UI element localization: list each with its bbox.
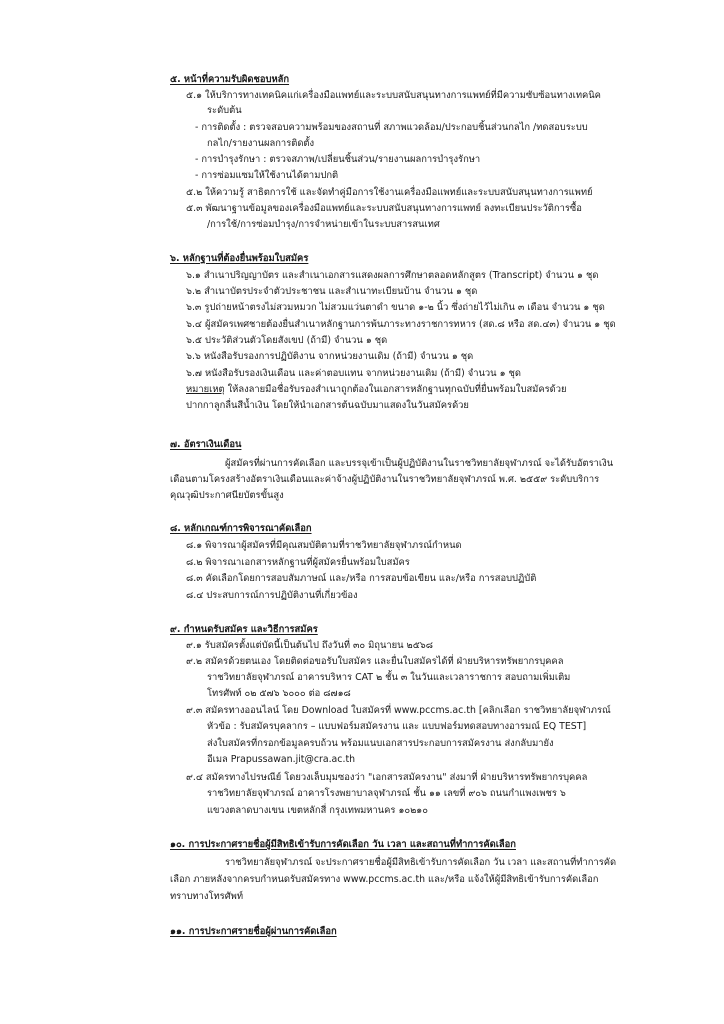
section-6-line: ๖.๖ หนังสือรับรองการปฏิบัติงาน จากหน่วยงานเดิม (ถ้ามี) จำนวน ๑ ชุด (186, 351, 474, 362)
section-9-email-line: อีเมล Prapussawan.jit@cra.ac.th (207, 754, 356, 765)
section-6-title: ๖. หลักฐานที่ต้องยื่นพร้อมใบสมัคร (170, 253, 309, 264)
section-6-line: ๖.๒ สำเนาบัตรประจำตัวประชาชน และสำเนาทะเบียนบ้าน จำนวน ๑ ชุด (186, 286, 478, 297)
section-9-line: ส่งใบสมัครที่กรอกข้อมูลครบถ้วน พร้อมแนบเอกสารประกอบการสมัครงาน ส่งกลับมายัง (207, 738, 554, 749)
section-5-line: - การบำรุงรักษา : ตรวจสภาพ/เปลี่ยนชิ้นส่วน/รายงานผลการบำรุงรักษา (195, 154, 481, 165)
note-text: ให้ลงลายมือชื่อรับรองสำเนาถูกต้องในเอกสารหลักฐานทุกฉบับที่ยื่นพร้อมใบสมัครด้วย (224, 384, 567, 395)
section-9-line: ๙.๓ สมัครทางออนไลน์ โดย Download ใบสมัครที่ www.pccms.ac.th [คลิกเลือก ราชวิทยาลัยจุฬาภรณ์ (186, 705, 611, 716)
section-5-line: ระดับต้น (207, 105, 242, 116)
section-6-note (186, 382, 567, 397)
section-7-title: ๗. อัตราเงินเดือน (170, 439, 242, 450)
section-8-line: ๘.๒ พิจารณาเอกสารหลักฐานที่ผู้สมัครยื่นพร้อมใบสมัคร (186, 557, 410, 568)
section-9-line: ราชวิทยาลัยจุฬาภรณ์ อาคารบริหาร CAT ๒ ชั้น ๓ ในวันและเวลาราชการ สอบถามเพิ่มเติม (207, 672, 571, 683)
section-6-note-line: ปากกาลูกลื่นสีน้ำเงิน โดยให้นำเอกสารต้นฉบับมาแสดงในวันสมัครด้วย (186, 400, 469, 411)
section-6-line: ๖.๑ สำเนาปริญญาบัตร และสำเนาเอกสารแสดงผลการศึกษาตลอดหลักสูตร (Transcript) จำนวน ๑ ชุด (186, 270, 599, 281)
section-9-line: ๙.๒ สมัครด้วยตนเอง โดยติดต่อขอรับใบสมัคร และยื่นใบสมัครได้ที่ ฝ่ายบริหารทรัพยากรบุคคล (186, 656, 564, 667)
section-6-line: ๖.๓ รูปถ่ายหน้าตรงไม่สวมหมวก ไม่สวมแว่นตาดำ ขนาด ๑-๒ นิ้ว ซึ่งถ่ายไว้ไม่เกิน ๓ เดือน จำนวน ๑ ชุด (186, 302, 605, 313)
section-10-line: ราชวิทยาลัยจุฬาภรณ์ จะประกาศรายชื่อผู้มีสิทธิเข้ารับการคัดเลือก วัน เวลา และสถานที่ทำการคัด (225, 857, 617, 868)
section-10-line: ทราบทางโทรศัพท์ (170, 891, 244, 902)
section-9-line: ๙.๑ รับสมัครตั้งแต่บัดนี้เป็นต้นไป ถึงวันที่ ๓๐ มิถุนายน ๒๕๖๘ (186, 640, 433, 651)
section-8-line: ๘.๔ ประสบการณ์การปฏิบัติงานที่เกี่ยวข้อง (186, 590, 358, 601)
section-6-line: ๖.๕ ประวัติส่วนตัวโดยสังเขป (ถ้ามี) จำนวน ๑ ชุด (186, 335, 388, 346)
section-11-title: ๑๑. การประกาศรายชื่อผู้ผ่านการคัดเลือก (170, 926, 337, 937)
section-7-line: เดือนตามโครงสร้างอัตราเงินเดือนและค่าจ้างผู้ปฏิบัติงานในราชวิทยาลัยจุฬาภรณ์ พ.ศ. ๒๕๕๙ ระดับบริการ (170, 474, 600, 485)
section-9-line: ๙.๔ สมัครทางไปรษณีย์ โดยวงเล็บมุมซองว่า "เอกสารสมัครงาน" ส่งมาที่ ฝ่ายบริหารทรัพยากรบุคคล (186, 772, 588, 783)
section-5-title: ๕. หน้าที่ความรับผิดชอบหลัก (170, 74, 290, 85)
section-7-line: คุณวุฒิประกาศนียบัตรขั้นสูง (170, 490, 284, 501)
note-label: หมายเหตุ (186, 384, 225, 395)
section-5-line: - การติดตั้ง : ตรวจสอบความพร้อมของสถานที่ สภาพแวดล้อม/ประกอบชิ้นส่วนกลไก /ทดสอบระบบ (195, 122, 588, 133)
section-9-line: ราชวิทยาลัยจุฬาภรณ์ อาคารโรงพยาบาลจุฬาภรณ์ ชั้น ๑๑ เลขที่ ๙๐๖ ถนนกำแพงเพชร ๖ (207, 788, 566, 799)
section-8-line: ๘.๑ พิจารณาผู้สมัครที่มีคุณสมบัติตามที่ราชวิทยาลัยจุฬาภรณ์กำหนด (186, 540, 462, 551)
section-7-line: ผู้สมัครที่ผ่านการคัดเลือก และบรรจุเข้าเป็นผู้ปฏิบัติงานในราชวิทยาลัยจุฬาภรณ์ จะได้รับอัตราเงิน (225, 458, 614, 469)
section-10-line: เลือก ภายหลังจากครบกำหนดรับสมัครทาง www.pccms.ac.th และ/หรือ แจ้งให้ผู้มีสิทธิเข้ารับการคัดเลือก (170, 874, 599, 885)
section-9-line: แขวงตลาดบางเขน เขตหลักสี่ กรุงเทพมหานคร ๑๐๒๑๐ (207, 805, 428, 816)
section-9-line: หัวข้อ : รับสมัครบุคลากร – แบบฟอร์มสมัครงาน และ แบบฟอร์มทดสอบทางอารมณ์ EQ TEST] (207, 721, 587, 732)
section-9-line: โทรศัพท์ ๐๒ ๕๗๖ ๖๐๐๐ ต่อ ๘๗๑๘ (207, 688, 351, 699)
section-5-line: กลไก/รายงานผลการติดตั้ง (207, 138, 315, 149)
section-8-title: ๘. หลักเกณฑ์การพิจารณาคัดเลือก (170, 523, 312, 534)
section-5-line: ๕.๒ ให้ความรู้ สาธิตการใช้ และจัดทำคู่มือการใช้งานเครื่องมือแพทย์และระบบสนับสนุนทางการแพทย์ (186, 187, 593, 198)
section-5-line: /การใช้/การซ่อมบำรุง/การจำหน่ายเข้าในระบบสารสนเทศ (207, 219, 440, 230)
section-6-line: ๖.๔ ผู้สมัครเพศชายต้องยื่นสำเนาหลักฐานการพ้นภาระทางราชการทหาร (สด.๘ หรือ สด.๔๓) จำนวน ๑ ชุด (186, 319, 616, 330)
section-5-line: - การซ่อมแซมให้ใช้งานได้ตามปกติ (195, 170, 339, 181)
section-9-title: ๙. กำหนดรับสมัคร และวิธีการสมัคร (170, 624, 318, 635)
section-6-line: ๖.๗ หนังสือรับรองเงินเดือน และค่าตอบแทน จากหน่วยงานเดิม (ถ้ามี) จำนวน ๑ ชุด (186, 368, 521, 379)
section-5-line: ๕.๓ พัฒนาฐานข้อมูลของเครื่องมือแพทย์และระบบสนับสนุนทางการแพทย์ ลงทะเบียนประวัติการซื้อ (186, 203, 582, 214)
section-8-line: ๘.๓ คัดเลือกโดยการสอบสัมภาษณ์ และ/หรือ การสอบข้อเขียน และ/หรือ การสอบปฏิบัติ (186, 573, 537, 584)
section-10-title: ๑๐. การประกาศรายชื่อผู้มีสิทธิเข้ารับการคัดเลือก วัน เวลา และสถานที่ทำการคัดเลือก (170, 839, 516, 850)
section-5-line: ๕.๑ ให้บริการทางเทคนิคแก่เครื่องมือแพทย์และระบบสนับสนุนทางการแพทย์ที่มีความซับซ้อนทางเทคนิค (186, 90, 601, 101)
